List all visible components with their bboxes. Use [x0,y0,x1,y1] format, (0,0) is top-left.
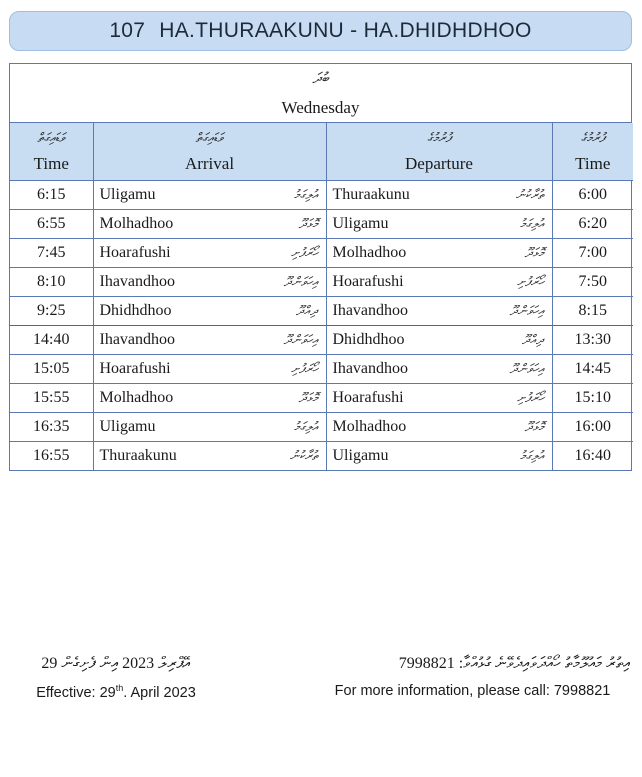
arrival-place-english: Uligamu [99,418,156,435]
day-label-dhivehi: ބުދަ [312,71,329,87]
departure-place-english: Molhadhoo [332,418,407,435]
departure-time-cell: 7:00 [552,239,633,268]
departure-place-cell [326,442,552,471]
departure-header-english: Departure [405,153,473,173]
departure-place-english: Hoarafushi [332,389,404,406]
table-row [10,442,633,471]
arrival-time-cell: 14:40 [10,326,93,355]
arrival-time-header [10,123,93,181]
departure-place-english: Ihavandhoo [332,360,409,377]
arrival-place-cell [93,181,326,210]
departure-time-header-english: Time [575,153,611,173]
arrival-header-dhivehi: ވަޑައިގަތް [195,129,224,145]
departure-time-cell: 16:00 [552,413,633,442]
departure-place-dhivehi: އުލިގަމު [519,448,544,463]
departure-time-cell: 6:20 [552,210,633,239]
departure-time-cell: 8:15 [552,297,633,326]
arrival-place-cell [93,384,326,413]
arrival-place-dhivehi: އުލިގަމު [293,419,318,434]
table-row [10,384,633,413]
contact-info-block [315,655,630,699]
table-row [10,297,633,326]
departure-time-cell: 16:40 [552,442,633,471]
arrival-header-english: Arrival [184,153,235,173]
departure-place-english: Uligamu [332,447,389,464]
arrival-time-cell: 9:25 [10,297,93,326]
departure-header [326,123,552,181]
arrival-place-cell [93,355,326,384]
arrival-place-dhivehi: އިހަވަންދޫ [283,274,318,289]
arrival-place-cell [93,297,326,326]
departure-place-cell [326,239,552,268]
day-label-english: Wednesday [281,98,360,117]
departure-place-cell [326,355,552,384]
arrival-time-cell: 15:55 [10,384,93,413]
arrival-time-header-english: Time [33,153,69,173]
arrival-place-cell [93,210,326,239]
departure-place-dhivehi: ތުރާކުނު [515,187,544,202]
arrival-place-dhivehi: ދިއްދޫ [295,303,318,318]
arrival-time-cell: 8:10 [10,268,93,297]
departure-time-header-dhivehi: ފުރުމުގެ [580,129,605,145]
departure-time-cell: 14:45 [552,355,633,384]
departure-place-dhivehi: އިހަވަންދޫ [509,361,544,376]
arrival-place-english: Uligamu [99,186,156,203]
arrival-place-english: Dhidhdhoo [99,302,172,319]
arrival-time-cell: 15:05 [10,355,93,384]
contact-info-dhivehi: އިތުރު މައުލޫމާތު ހޯއްދަވައިދެވޭނެ ގުޅުއްވާ: 7998821 [398,655,630,672]
departure-time-cell: 7:50 [552,268,633,297]
departure-time-cell: 6:00 [552,181,633,210]
table-row [10,326,633,355]
departure-place-cell [326,297,552,326]
route-number: 107 [109,19,146,42]
arrival-place-cell [93,442,326,471]
departure-place-english: Hoarafushi [332,273,404,290]
arrival-place-dhivehi: އުލިގަމު [293,187,318,202]
route-title-bar [9,11,632,51]
departure-place-english: Dhidhdhoo [332,331,405,348]
arrival-time-cell: 6:15 [10,181,93,210]
departure-place-cell [326,413,552,442]
departure-place-english: Uligamu [332,215,389,232]
departure-place-dhivehi: އުލިގަމު [519,216,544,231]
arrival-place-english: Ihavandhoo [99,273,176,290]
effective-date-english: Effective: 29th. April 2023 [36,683,196,701]
arrival-place-cell [93,239,326,268]
arrival-place-english: Hoarafushi [99,244,171,261]
departure-place-english: Molhadhoo [332,244,407,261]
arrival-place-english: Thuraakunu [99,447,177,464]
arrival-place-dhivehi: ހޯރަފުށި [290,245,318,260]
departure-place-cell [326,210,552,239]
arrival-place-dhivehi: މޮޅަދޫ [298,390,318,405]
arrival-place-dhivehi: އިހަވަންދޫ [283,332,318,347]
arrival-place-dhivehi: މޮޅަދޫ [298,216,318,231]
arrival-place-cell [93,326,326,355]
departure-place-english: Ihavandhoo [332,302,409,319]
departure-place-dhivehi: ދިއްދޫ [521,332,544,347]
departure-header-dhivehi: ފުރުމުގެ [427,129,451,145]
arrival-time-cell: 6:55 [10,210,93,239]
arrival-place-dhivehi: ހޯރަފުށި [290,361,318,376]
route-name: HA.THURAAKUNU - HA.DHIDHDHOO [159,19,532,42]
table-row [10,413,633,442]
contact-info-english: For more information, please call: 7998821 [334,683,611,699]
departure-place-cell [326,326,552,355]
table-row [10,268,633,297]
departure-time-cell: 13:30 [552,326,633,355]
departure-time-cell: 15:10 [552,384,633,413]
table-row [10,239,633,268]
departure-place-dhivehi: އިހަވަންދޫ [509,303,544,318]
table-row [10,355,633,384]
effective-day: 29 [99,684,116,701]
departure-place-english: Thuraakunu [332,186,410,203]
departure-place-cell [326,384,552,413]
arrival-place-english: Ihavandhoo [99,331,176,348]
arrival-time-cell: 7:45 [10,239,93,268]
day-header [10,64,631,123]
departure-place-dhivehi: މޮޅަދޫ [524,419,544,434]
departure-place-cell [326,181,552,210]
departure-place-cell [326,268,552,297]
departure-time-header [552,123,633,181]
column-header-row [10,123,633,181]
effective-date-block [16,655,216,701]
arrival-place-cell [93,413,326,442]
arrival-time-header-dhivehi: ވަޑައިގަތް [37,129,66,145]
departure-place-dhivehi: ހޯރަފުށި [516,274,544,289]
arrival-time-cell: 16:35 [10,413,93,442]
schedule-table [10,123,633,470]
table-row [10,210,633,239]
effective-date-dhivehi: 29 އޭޕްރިލް 2023 އިން ފެށިގެން [41,655,191,672]
effective-rest: April 2023 [130,684,196,701]
departure-place-dhivehi: ހޯރަފުށި [516,390,544,405]
arrival-place-english: Molhadhoo [99,389,174,406]
arrival-place-english: Molhadhoo [99,215,174,232]
effective-suffix: th [115,683,124,693]
arrival-place-english: Hoarafushi [99,360,171,377]
arrival-place-dhivehi: ތުރާކުނު [289,448,318,463]
arrival-header [93,123,326,181]
effective-prefix: Effective: [36,684,96,701]
departure-place-dhivehi: މޮޅަދޫ [524,245,544,260]
arrival-time-cell: 16:55 [33,447,70,464]
timetable [9,63,632,471]
table-row [10,181,633,210]
arrival-place-cell [93,268,326,297]
